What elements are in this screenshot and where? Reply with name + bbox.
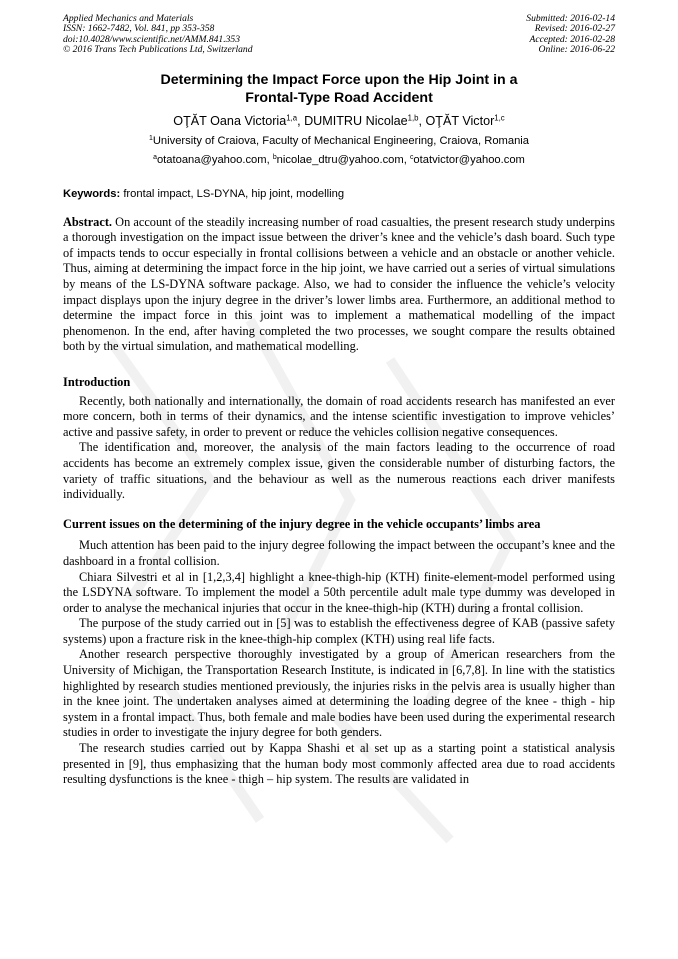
section-heading-current-issues: Current issues on the determining of the injury degree in the vehicle occupants’ limbs area xyxy=(63,516,541,531)
email-sup: c xyxy=(409,153,414,161)
paragraph: The identification and, moreover, the analysis of the main factors leading to the occurrence of road accidents has become an extremely complex issue, given the considerable number of disturbing factors, the variety of traffic situations, and the behaviour as well as the numerous reactions each driver manifests individually. xyxy=(63,440,615,502)
author-name: OŢĂT Victor xyxy=(425,113,495,128)
email-sup: a xyxy=(153,153,157,161)
author-emails: $^a$otatoana@yahoo.com, $^b$nicolae_dtru@yahoo.com, $^c$otatvictor@yahoo.com xyxy=(153,153,525,166)
date-revised: Revised: 2016-02-27 xyxy=(534,23,615,35)
date-submitted: Submitted: 2016-02-14 xyxy=(526,13,615,24)
email-link[interactable]: otatoana@yahoo.com xyxy=(156,153,267,166)
section-heading-introduction: Introduction xyxy=(63,374,131,389)
journal-issn: ISSN: 1662-7482, Vol. 841, pp 353-358 xyxy=(63,23,215,35)
paragraph: Much attention has been paid to the injury degree following the impact between the occupant’s knee and the dashboard in a frontal collision. xyxy=(63,538,615,568)
paragraph: The purpose of the study carried out in [5] was to establish the effectiveness degree of KAB (passive safety systems) upon a fracture risk in the knee-thigh-hip complex (KTH) using real life facts. xyxy=(63,616,615,646)
email-sup: b xyxy=(272,153,277,161)
date-accepted: Accepted: 2016-02-28 xyxy=(529,33,615,45)
journal-header xyxy=(63,14,615,56)
journal-doi: doi:10.4028/www.scientific.net/AMM.841.353 xyxy=(63,33,241,45)
keywords xyxy=(63,188,615,200)
author-sup: 1,a xyxy=(286,112,298,122)
author-name: OŢĂT Oana Victoria xyxy=(173,113,287,128)
author-sup: 1,b xyxy=(407,112,419,122)
paper-title xyxy=(63,71,615,107)
journal-copyright: © 2016 Trans Tech Publications Ltd, Switzerland xyxy=(63,44,253,56)
abstract-text: On account of the steadily increasing number of road casualties, the present research study underpins a thorough investigation on the impact issue between the driver’s knee and the vehicle’s dash board. Such type of impacts tends to occur especially in frontal collisions between a vehicle and an obstacle or another vehicle. Thus, aiming at determining the impact force in the hip joint, we have carried out a series of virtual simulations by means of the LS-DYNA software package. Also, we had to consider the influence the vehicle’s velocity impact displays upon the injury degree in the driver’s lower limbs area. Furthermore, an additional method to determine the impact force in this joint was to implement a mathematical modelling of the impact phenomenon. In the end, after having completed the two processes, we sought compare the results obtained both by the virtual simulation, and mathematical modelling. xyxy=(63,214,615,354)
abstract xyxy=(63,215,615,355)
affiliation-text: University of Craiova, Faculty of Mechanical Engineering, Craiova, Romania xyxy=(152,134,530,147)
journal-name: Applied Mechanics and Materials xyxy=(63,13,194,24)
title-line-2: Frontal-Type Road Accident xyxy=(245,89,433,106)
abstract-label: Abstract. xyxy=(63,214,113,229)
paragraph: The research studies carried out by Kappa Shashi et al set up as a starting point a statistical analysis presented in [9], thus emphasizing that the human body most commonly affected area due to road accidents resulting dysfunctions is the knee - thigh – hip system. The results are validated in xyxy=(63,741,615,787)
keywords-label: Keywords: xyxy=(63,187,121,200)
journal-info xyxy=(63,14,253,56)
paragraph: Chiara Silvestri et al in [1,2,3,4] highlight a knee-thigh-hip (KTH) finite-element-model performed using the LSDYNA software. To implement the model a 50th percentile adult male type dummy was developed in order to analyse the mechanical injuries that occur in the knee-thigh-hip (KTH) during a frontal collision. xyxy=(63,569,615,615)
paper-page xyxy=(63,14,615,788)
author-name: DUMITRU Nicolae xyxy=(304,113,408,128)
author-sup: 1,c xyxy=(494,112,505,122)
keywords-text: frontal impact, LS-DYNA, hip joint, modelling xyxy=(123,187,345,200)
email-link[interactable]: otatvictor@yahoo.com xyxy=(413,153,525,166)
affiliation-sup: 1 xyxy=(148,134,153,142)
date-online: Online: 2016-06-22 xyxy=(538,44,615,56)
publication-dates xyxy=(526,14,615,56)
affiliation xyxy=(63,135,615,147)
email-link[interactable]: nicolae_dtru@yahoo.com xyxy=(276,153,404,166)
paragraph: Recently, both nationally and internationally, the domain of road accidents research has manifested an ever more concern, both in terms of their dynamics, and the intense scientific investigation to improve vehicles’ active and passive safety, in order to prevent or reduce the vehicles collision negative consequences. xyxy=(63,393,615,439)
title-line-1: Determining the Impact Force upon the Hip Joint in a xyxy=(160,71,518,88)
author-list: OŢĂT Oana Victoria$^{1,a}$, DUMITRU Nicolae$^{1,b}$, OŢĂT Victor$^{1,c}$ xyxy=(173,112,505,128)
paragraph: Another research perspective thoroughly investigated by a group of American researchers from the University of Michigan, the Transportation Research Institute, is indicated in [6,7,8]. In line with the statistics highlighted by research studies mentioned previously, the injuries risks in the pelvis area is usually higher than in the knee joint. The undertaken analyses aimed at determining the loading degree of the knee - thigh - hip system in a frontal impact. Thus, both female and male bodies have been used during the experimental research studies in order to investigate the injury degree for both genders. xyxy=(63,647,615,740)
